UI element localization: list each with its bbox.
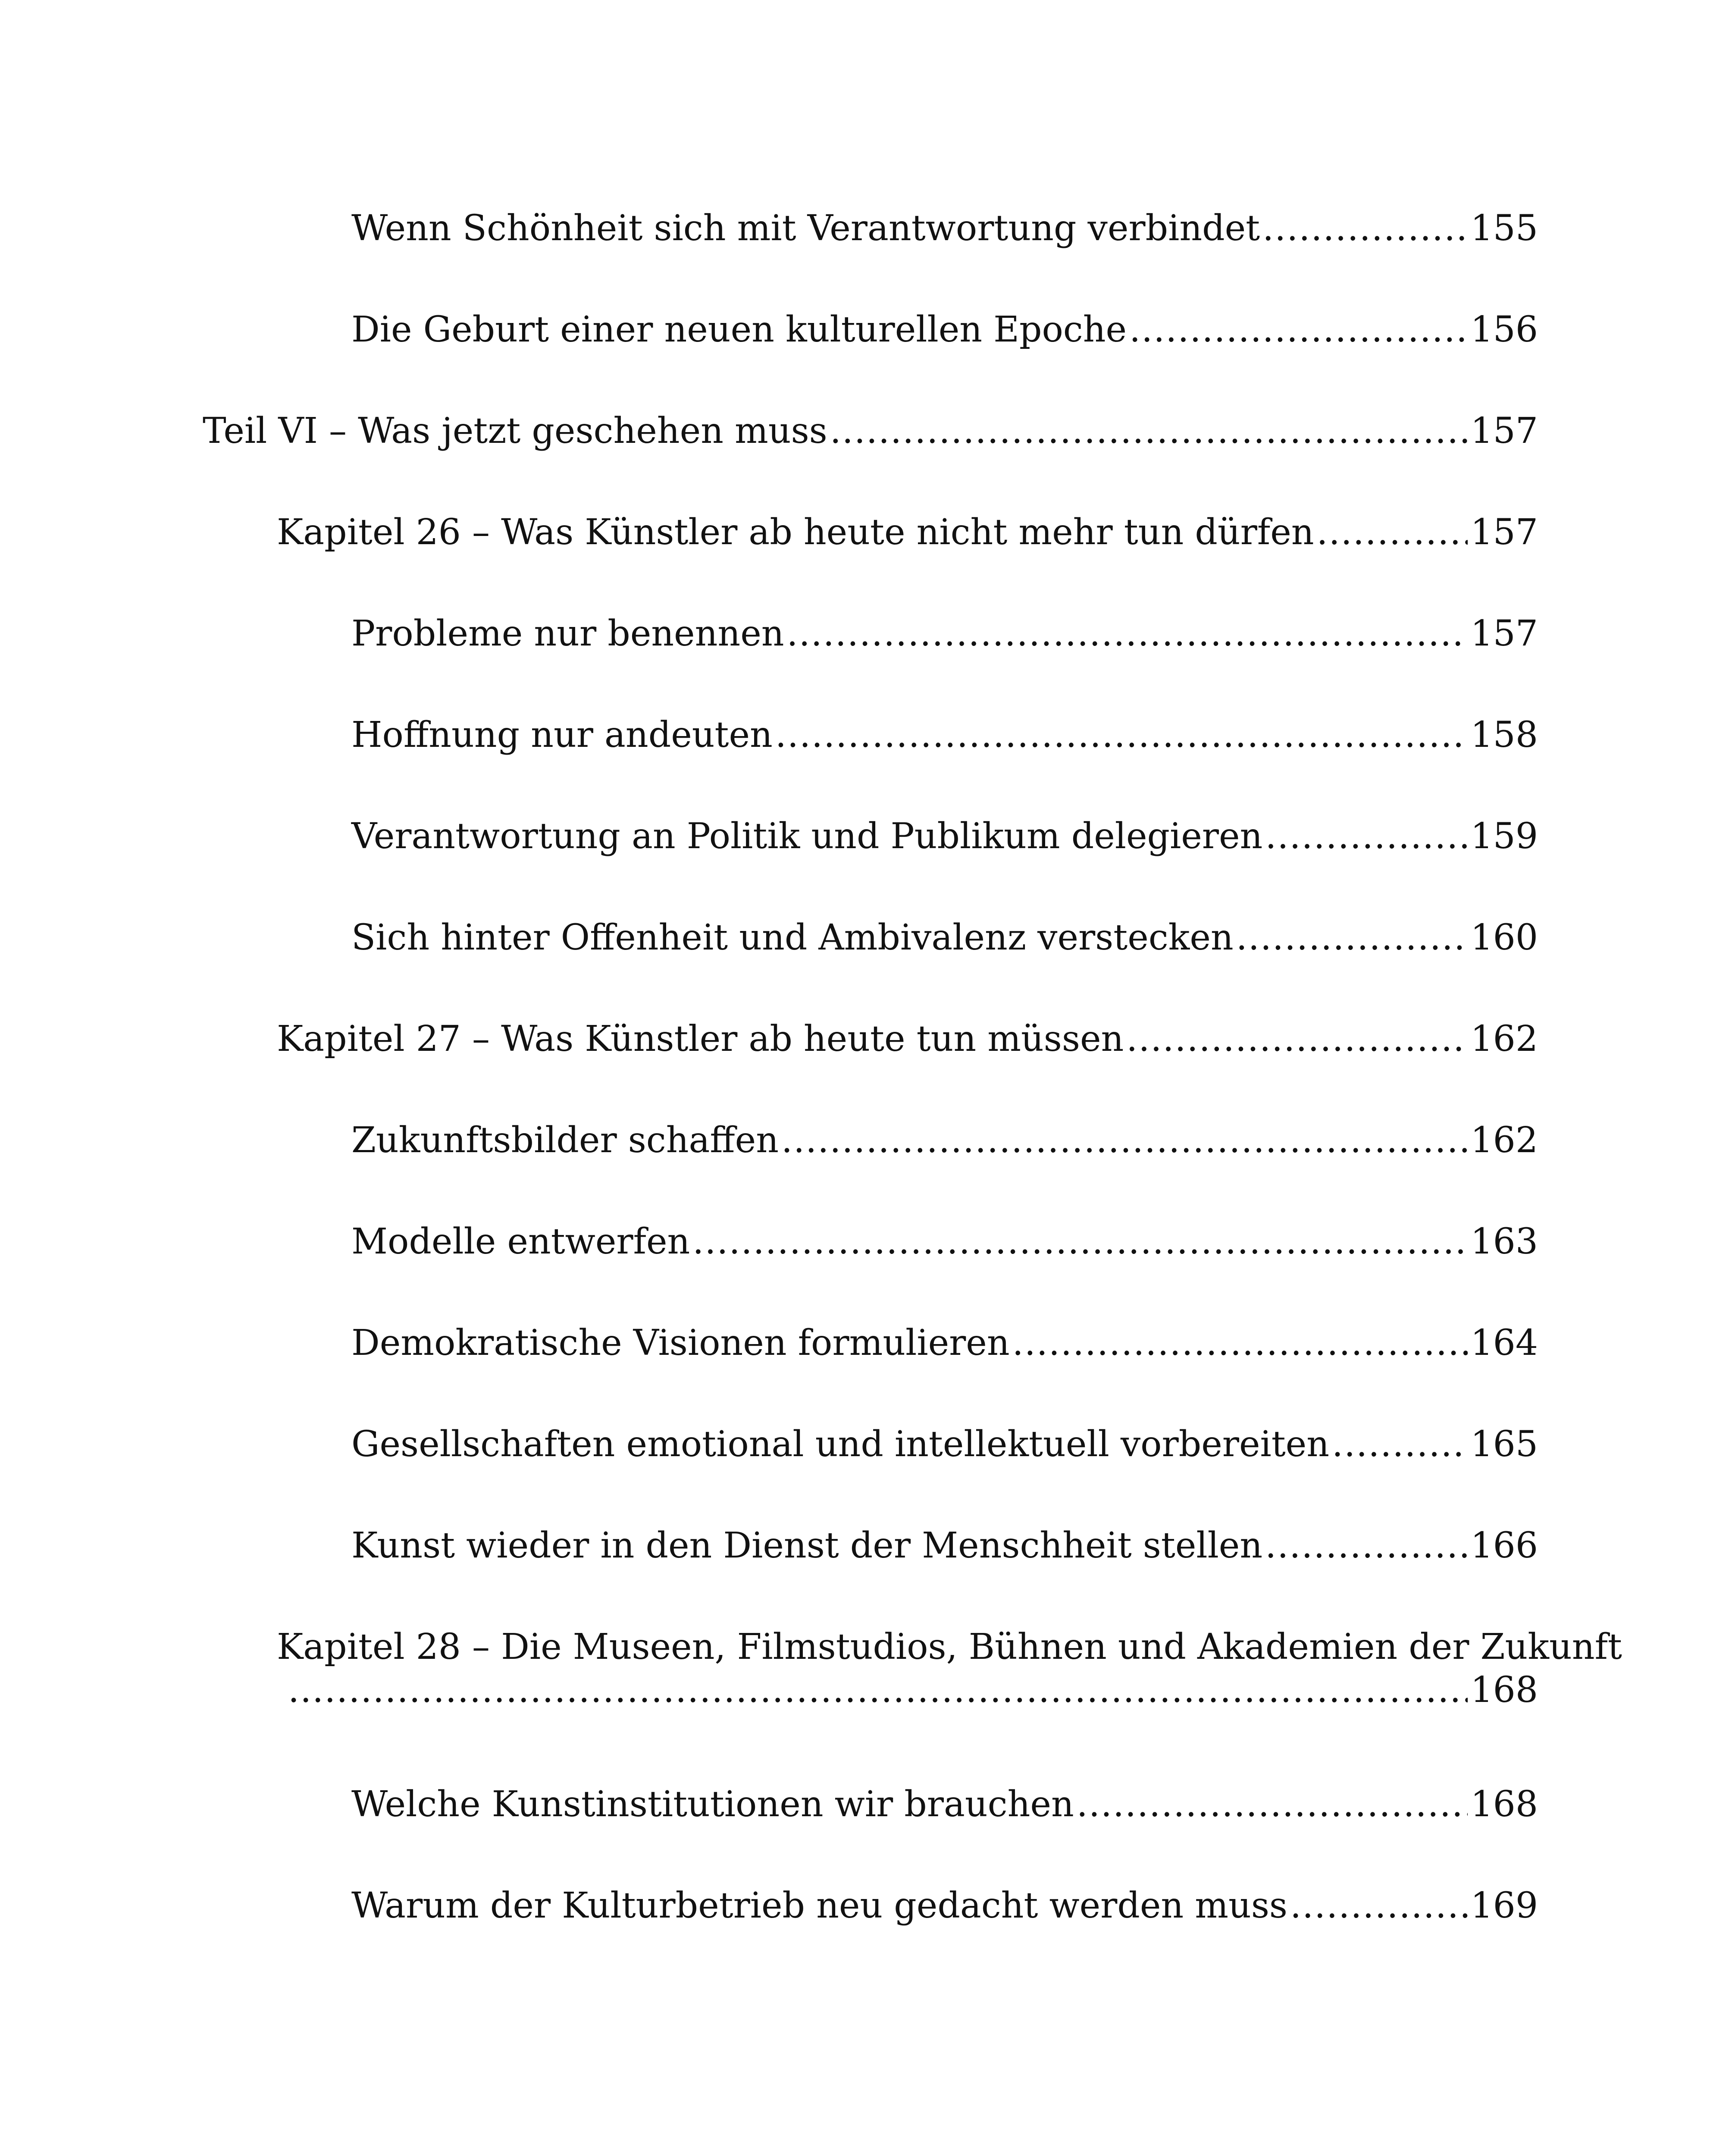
toc-entry[interactable]	[351, 916, 1538, 959]
toc-page-number: 159	[1470, 816, 1538, 857]
toc-page-number: 164	[1470, 1322, 1538, 1363]
toc-dot-leader	[1012, 1322, 1468, 1365]
toc-entry[interactable]	[351, 714, 1538, 757]
toc-dot-leader	[1332, 1423, 1468, 1466]
toc-page-number: 169	[1470, 1885, 1538, 1926]
toc-entry-title: Sich hinter Offenheit und Ambivalenz verstecken	[351, 917, 1234, 958]
toc-entry-title: Kapitel 27 – Was Künstler ab heute tun müssen	[277, 1018, 1124, 1059]
toc-page-number: 162	[1470, 1120, 1538, 1161]
toc-page-number: 163	[1470, 1221, 1538, 1262]
toc-entry[interactable]	[351, 1220, 1538, 1263]
toc-entry-title: Warum der Kulturbetrieb neu gedacht werden muss	[351, 1885, 1287, 1926]
toc-dot-leader	[288, 1669, 1468, 1712]
toc-entry[interactable]	[351, 1119, 1538, 1162]
toc-entry-title: Welche Kunstinstitutionen wir brauchen	[351, 1784, 1074, 1825]
toc-entry[interactable]	[351, 612, 1538, 655]
toc-entry[interactable]	[351, 207, 1538, 250]
toc-page-number: 156	[1470, 309, 1538, 350]
toc-page-number: 166	[1470, 1525, 1538, 1566]
toc-page-number: 165	[1470, 1424, 1538, 1465]
toc-entry-title: Kapitel 28 – Die Museen, Filmstudios, Bühnen und Akademien der Zukunft	[277, 1626, 1622, 1667]
toc-entry-title: Verantwortung an Politik und Publikum delegieren	[351, 816, 1263, 857]
toc-page-number: 168	[1470, 1784, 1538, 1825]
toc-page-number: 157	[1470, 512, 1538, 553]
toc-entry-title: Teil VI – Was jetzt geschehen muss	[203, 411, 827, 451]
toc-entry[interactable]	[277, 511, 1538, 554]
toc-entry-title: Gesellschaften emotional und intellektuell vorbereiten	[351, 1424, 1330, 1465]
toc-entry[interactable]	[351, 1322, 1538, 1365]
toc-page-number: 168	[1470, 1670, 1538, 1711]
toc-entry-title: Modelle entwerfen	[351, 1221, 690, 1262]
toc-page-number: 157	[1470, 411, 1538, 451]
toc-entry-title: Die Geburt einer neuen kulturellen Epoche	[351, 309, 1127, 350]
toc-entry[interactable]	[277, 1626, 1622, 1712]
toc-entry[interactable]	[351, 1524, 1538, 1567]
toc-entry-title: Kapitel 26 – Was Künstler ab heute nicht mehr tun dürfen	[277, 512, 1314, 553]
toc-dot-leader	[830, 410, 1468, 453]
toc-dot-leader	[1317, 511, 1468, 554]
toc-entry-title: Kunst wieder in den Dienst der Menschheit stellen	[351, 1525, 1263, 1566]
toc-entry[interactable]	[351, 815, 1538, 858]
toc-entry-continuation	[285, 1669, 1538, 1712]
toc-entry-title: Demokratische Visionen formulieren	[351, 1322, 1010, 1363]
toc-entry-title: Hoffnung nur andeuten	[351, 714, 773, 755]
toc-entry[interactable]	[351, 308, 1538, 351]
toc-dot-leader	[781, 1119, 1468, 1162]
toc-entry-title: Zukunftsbilder schaffen	[351, 1120, 779, 1161]
toc-entry[interactable]	[351, 1783, 1538, 1826]
toc-page-number: 158	[1470, 714, 1538, 755]
toc-dot-leader	[692, 1220, 1468, 1263]
toc-dot-leader	[787, 612, 1468, 655]
toc-page-number: 160	[1470, 917, 1538, 958]
toc-page-number: 155	[1470, 208, 1538, 249]
toc-page-number: 157	[1470, 613, 1538, 654]
toc-entry[interactable]	[277, 1018, 1538, 1061]
toc-dot-leader	[1290, 1884, 1468, 1927]
toc-dot-leader	[1129, 308, 1468, 351]
toc-entry-title: Probleme nur benennen	[351, 613, 784, 654]
toc-dot-leader	[1265, 1524, 1468, 1567]
toc-dot-leader	[775, 714, 1468, 757]
toc-dot-leader	[1265, 815, 1468, 858]
toc-dot-leader	[1077, 1783, 1468, 1826]
toc-entry[interactable]	[351, 1423, 1538, 1466]
toc-entry[interactable]	[203, 410, 1538, 453]
toc-entry-title: Wenn Schönheit sich mit Verantwortung verbindet	[351, 208, 1260, 249]
toc-entry[interactable]	[351, 1884, 1538, 1927]
toc-dot-leader	[1262, 207, 1468, 250]
toc-page-number: 162	[1470, 1018, 1538, 1059]
toc-dot-leader	[1236, 916, 1468, 959]
toc-dot-leader	[1126, 1018, 1468, 1061]
